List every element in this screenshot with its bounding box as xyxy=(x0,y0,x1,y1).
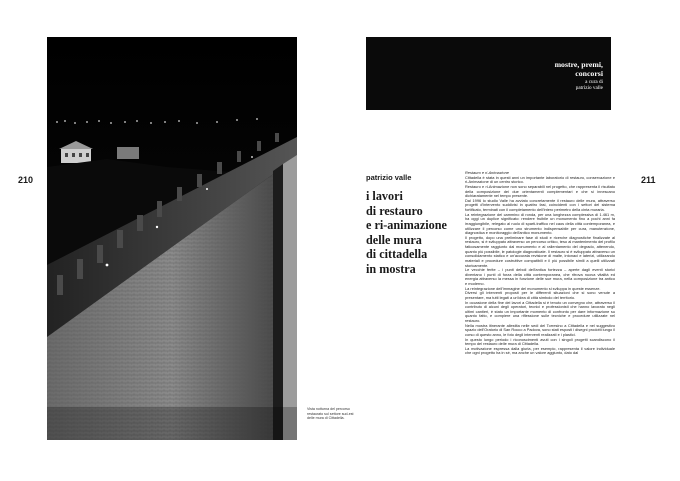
photo-illustration xyxy=(47,37,297,440)
headline-line: di cittadella xyxy=(366,247,428,262)
section-label xyxy=(537,60,603,92)
curator-line: a cura di xyxy=(585,79,603,85)
headline-line: di restauro xyxy=(366,203,423,218)
article-paragraph: Cittadella è stata in questi anni un importante laboratorio di restauro, conservazione e ri-Animazione di un centro storico. xyxy=(465,174,615,185)
curator-line: patrizio valle xyxy=(575,85,603,92)
article-paragraph: Le vecchie ferite – i punti deboli dell'antica fortezza – aperte dagli eventi storici diventano i punti di forza della città contemporanea, che ritrova nuova vitalità ed energia attraverso la messa in funzione delle sue mura, nella composizione tra antico e moderno. xyxy=(465,267,615,286)
page-number-right: 211 xyxy=(641,175,656,185)
section-title: mostre, premi, concorsi xyxy=(554,60,603,78)
article-paragraph: Il progetto, dopo una preliminare fase di studi e ricerche diagnostiche finalizzate al restauro, si è sviluppato attraverso un percorso critico, teso al mantenimento del profilo faticosamente raggiunto dal monumento e al rallentamento del degrado, attenendo, quanto più possibile, le patologie diagnosticate. Il restauro si è sviluppato attraverso un consolidamento statico e un'accurata revisione di malte, intonaci e laterizi, utilizzando materiali e procedure costruttive compatibili e il più possibile simili a quelli utilizzati storicamente. xyxy=(465,234,615,268)
article-paragraph: In questo lungo periodo i riconoscimenti avuti con i singoli progetti scandiscono il tempo del restauro delle mura di Cittadella. xyxy=(465,336,615,347)
article-author: patrizio valle xyxy=(366,173,412,182)
page-number-left: 210 xyxy=(18,175,34,185)
article-body xyxy=(465,171,615,449)
article-paragraph: Nella mostra itinerante allestita nelle sedi del Torresino a Cittadella e nel suggestivo spazio dell'Oratorio di San Rocco a Padova, sono stati esposti i disegni prodotti lungo il corso di questo anno, le foto degli interventi realizzati e i plastici. xyxy=(465,322,615,337)
article-paragraph: La reintegrazione dell'immagine del monumento si sviluppa in queste essenze. xyxy=(465,285,601,291)
headline-line: delle mura xyxy=(366,232,422,247)
article-paragraph: Diversi gli interventi proposti per le differenti situazioni che si sono venute a presentare, ma tutti legati a un'idea di città simbolo del territorio. xyxy=(465,290,615,300)
section-header-box xyxy=(366,37,611,110)
article-kicker: Restauro e ri-Animazione xyxy=(465,171,509,175)
photo-caption: Vista notturna del percorso restaurato sul settore sud-est delle mura di Cittadella. xyxy=(307,407,354,421)
article-headline xyxy=(366,189,456,277)
article-paragraph: In occasione della fine dei lavori a Cittadella si è tenuto un convegno che, attraverso il contributo di alcuni degli operatori, tecnici e professionisti che hanno lavorato negli ultimi cantieri, è stato un importante momento di confronto per dare informazione su quanto fatto, e compiere una riflessione sulle tecniche e procedure utilizzate nel restauro. xyxy=(465,299,615,323)
headline-line: in mostra xyxy=(366,261,416,276)
article-paragraph: La reintegrazione del cammino di ronda, per una lunghezza complessiva di 1.461 m, ha oggi un duplice significato: rendere fruibile un monumento fino a pochi anni fa irraggiungibile, relegato al ruolo di sparti-traffico nel caos della città contemporanea, e utilizzare il percorso come uno strumento indispensabile per cura, manutenzione, diagnostica e monitoraggio dell'antico monumento. xyxy=(465,211,615,236)
headline-line: e ri-animazione xyxy=(366,218,447,233)
night-wall-photo xyxy=(47,37,297,440)
section-curator xyxy=(537,79,603,92)
headline-line: i lavori xyxy=(366,189,403,203)
article-paragraph: La motivazione espressa dalla giuria, per esempio, rappresenta il valore individuale che ogni progetto ha in sé, ma anche un valore aggiunto, dato dal xyxy=(465,345,615,356)
article-paragraph: Restauro e ri-Animazione non sono separabili nel progetto, che rappresenta il risultato della composizione dei due orientamenti complementari e che si innescano dichiaratamente nel tempo presente. xyxy=(465,183,615,199)
article-paragraph: Dal 1996 lo studio Valle ha avviato concretamente il restauro delle mura, attraverso progetti d'intervento suddivisi in quattro fasi, coincidenti con i settori del sistema fortificato, terminati con il completamento dell'intero perimetro della cinta muraria. xyxy=(465,197,615,212)
